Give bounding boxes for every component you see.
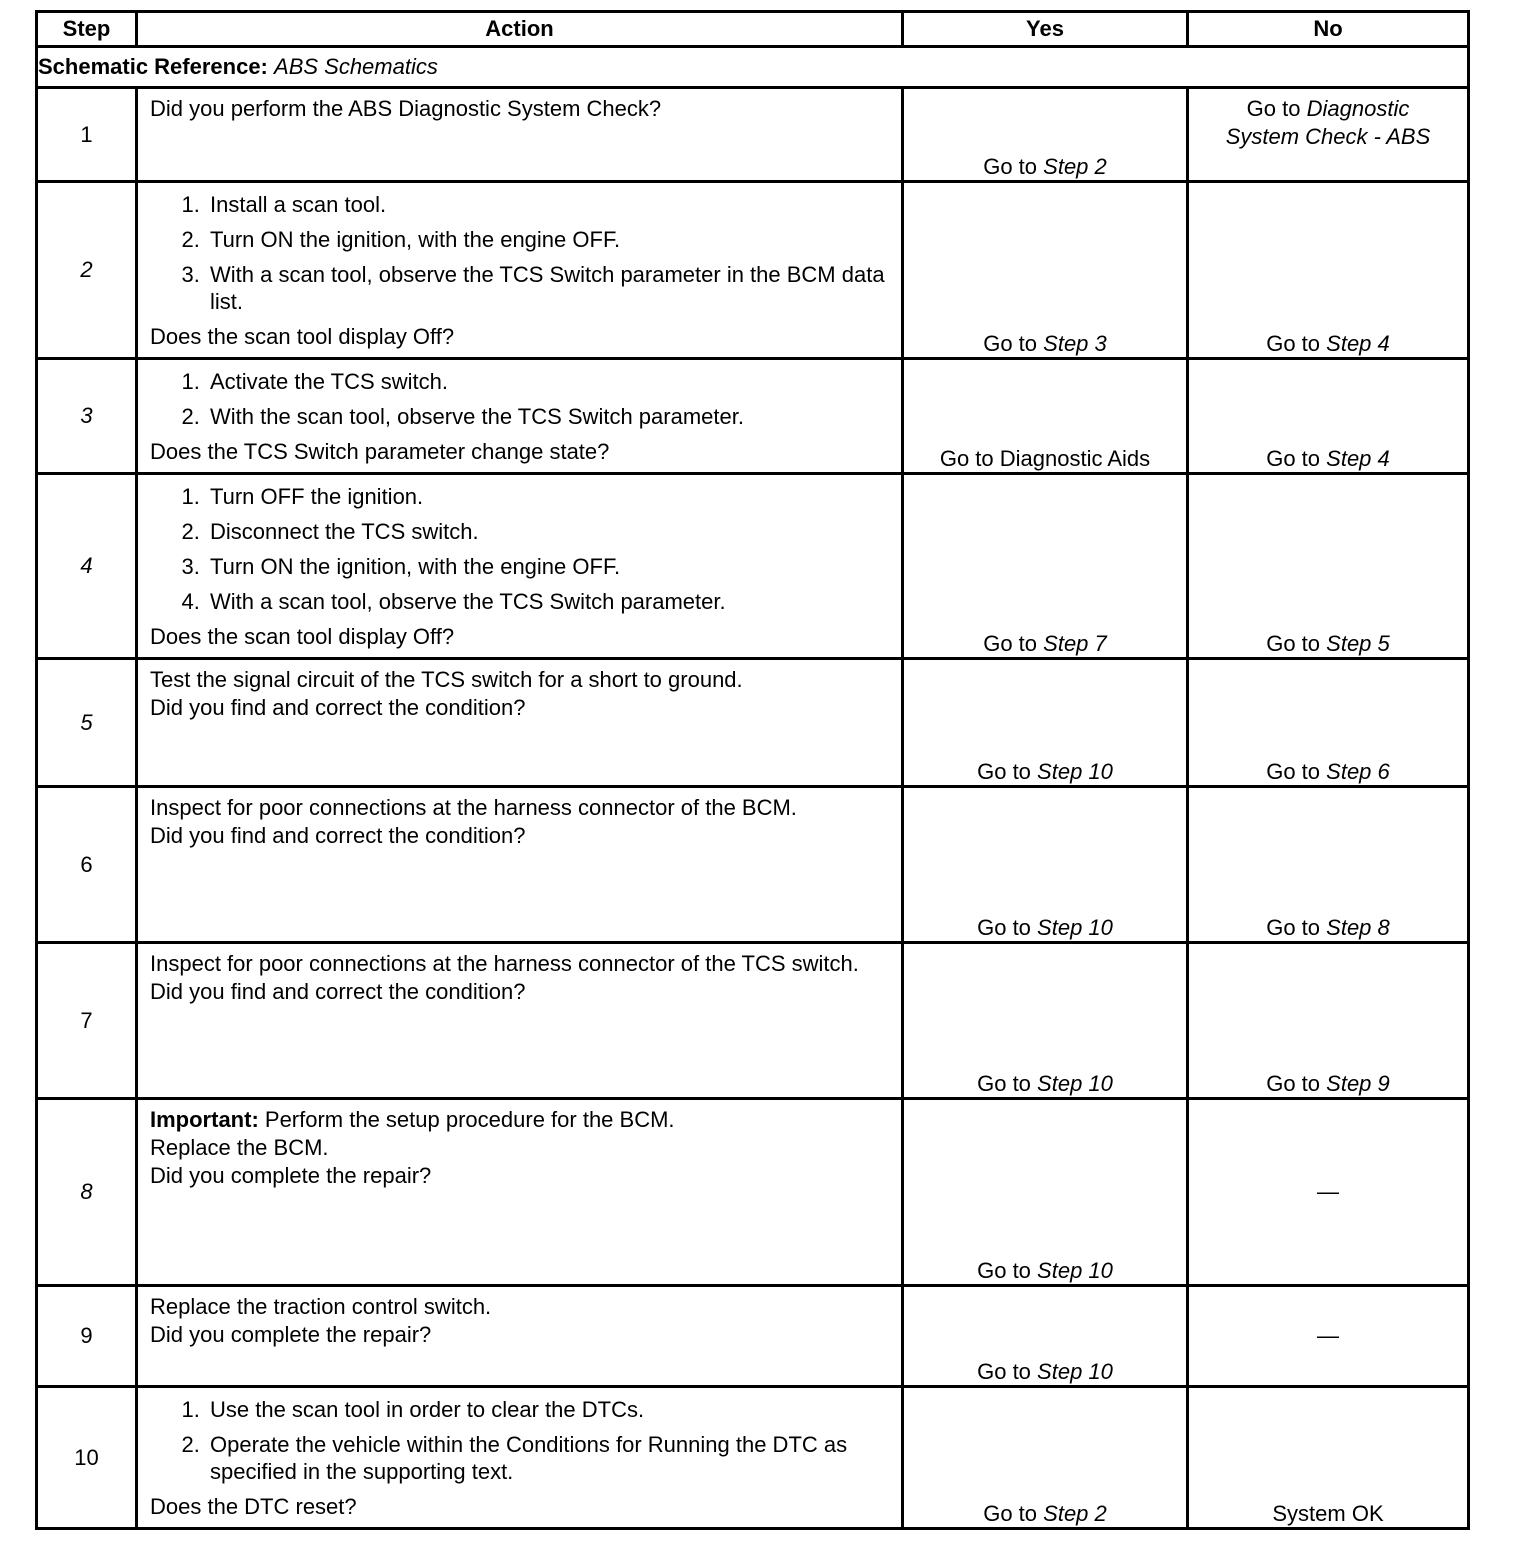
step-number: 10 <box>37 1387 137 1529</box>
go-to-label: Go to <box>1266 915 1321 940</box>
header-yes: Yes <box>903 12 1188 47</box>
go-to-label: Go to <box>977 759 1031 784</box>
step-number: 4 <box>37 474 137 659</box>
no-cell <box>1188 182 1469 359</box>
go-to-label: Go to <box>977 1258 1031 1283</box>
no-step-link[interactable]: Step 5 <box>1326 631 1390 656</box>
list-item: 2. Operate the vehicle within the Conditions for Running the DTC as specified in the supporting text. <box>206 1431 887 1485</box>
yes-cell <box>903 1099 1188 1286</box>
table-row <box>37 787 1469 943</box>
action-question: Did you find and correct the condition? <box>150 823 526 848</box>
schematic-reference <box>37 47 1469 88</box>
action-question: Did you find and correct the condition? <box>150 979 526 1004</box>
table-row <box>37 359 1469 474</box>
action-text: Replace the BCM. <box>150 1135 329 1160</box>
action-cell <box>137 359 903 474</box>
yes-step-link[interactable]: Step 10 <box>1037 1071 1113 1096</box>
table-row <box>37 182 1469 359</box>
action-cell <box>137 787 903 943</box>
action-list <box>150 368 887 438</box>
action-question: Does the scan tool display Off? <box>150 324 455 349</box>
list-item: 3. With a scan tool, observe the TCS Switch parameter in the BCM data list. <box>206 261 887 315</box>
list-item: 1. Turn OFF the ignition. <box>206 483 887 510</box>
go-to-label: Go to <box>1266 446 1321 471</box>
go-to-label: Go to <box>1266 331 1321 356</box>
action-cell <box>137 182 903 359</box>
no-step-link[interactable]: Diagnostic <box>1306 96 1410 121</box>
go-to-label: Go to <box>977 1071 1031 1096</box>
action-cell <box>137 474 903 659</box>
action-text: Inspect for poor connections at the harness connector of the BCM. <box>150 795 797 820</box>
action-cell <box>137 1286 903 1387</box>
action-cell <box>137 1387 903 1529</box>
no-cell <box>1188 474 1469 659</box>
go-to-label: Go to <box>977 1359 1031 1384</box>
action-text: Did you perform the ABS Diagnostic System Check? <box>150 96 662 121</box>
yes-cell <box>903 943 1188 1099</box>
table-row <box>37 1387 1469 1529</box>
go-to-label: Go to <box>1266 631 1321 656</box>
yes-cell <box>903 359 1188 474</box>
yes-step-link[interactable]: Step 2 <box>1043 1501 1107 1526</box>
yes-cell <box>903 1286 1188 1387</box>
action-text: Replace the traction control switch. <box>150 1294 492 1319</box>
yes-cell <box>903 787 1188 943</box>
list-item: 1. Install a scan tool. <box>206 191 887 218</box>
action-question: Did you find and correct the condition? <box>150 695 526 720</box>
no-dash: — <box>1317 1323 1339 1348</box>
table-row <box>37 88 1469 182</box>
action-list <box>150 1396 887 1493</box>
action-question: Does the TCS Switch parameter change state? <box>150 439 610 464</box>
schematic-reference-link[interactable]: ABS Schematics <box>274 54 438 79</box>
header-action: Action <box>137 12 903 47</box>
schematic-reference-label: Schematic Reference: <box>38 54 268 79</box>
table-row <box>37 943 1469 1099</box>
no-cell <box>1188 359 1469 474</box>
header-no: No <box>1188 12 1469 47</box>
action-cell <box>137 943 903 1099</box>
important-text: Perform the setup procedure for the BCM. <box>264 1107 675 1132</box>
action-text: Inspect for poor connections at the harness connector of the TCS switch. <box>150 951 859 976</box>
yes-cell <box>903 1387 1188 1529</box>
step-number: 1 <box>37 88 137 182</box>
step-number: 5 <box>37 659 137 787</box>
no-cell <box>1188 787 1469 943</box>
action-cell <box>137 1099 903 1286</box>
step-number: 8 <box>37 1099 137 1286</box>
yes-cell <box>903 182 1188 359</box>
no-cell <box>1188 1286 1469 1387</box>
action-cell <box>137 659 903 787</box>
list-item: 3. Turn ON the ignition, with the engine OFF. <box>206 553 887 580</box>
no-cell <box>1188 88 1469 182</box>
yes-step-link[interactable]: Step 10 <box>1037 1359 1113 1384</box>
header-row <box>37 12 1469 47</box>
no-cell <box>1188 1387 1469 1529</box>
action-list <box>150 483 887 623</box>
list-item: 2. With the scan tool, observe the TCS Switch parameter. <box>206 403 887 430</box>
no-cell <box>1188 659 1469 787</box>
list-item: 2. Turn ON the ignition, with the engine OFF. <box>206 226 887 253</box>
go-to-label: Go to <box>983 331 1038 356</box>
table-row <box>37 659 1469 787</box>
no-step-link[interactable]: Step 4 <box>1326 446 1390 471</box>
yes-step-link[interactable]: Step 7 <box>1043 631 1107 656</box>
system-ok-text: System OK <box>1272 1501 1384 1526</box>
no-dash: — <box>1317 1179 1339 1204</box>
no-step-link[interactable]: System Check - ABS <box>1225 124 1431 149</box>
list-item: 1. Activate the TCS switch. <box>206 368 887 395</box>
action-question: Does the DTC reset? <box>150 1494 357 1519</box>
header-step: Step <box>37 12 137 47</box>
yes-step-link[interactable]: Step 10 <box>1037 759 1113 784</box>
go-to-label: Go to <box>983 631 1038 656</box>
table-row <box>37 1286 1469 1387</box>
important-label: Important: <box>150 1107 259 1132</box>
no-step-link[interactable]: Step 8 <box>1326 915 1390 940</box>
step-number: 3 <box>37 359 137 474</box>
list-item: 4. With a scan tool, observe the TCS Switch parameter. <box>206 588 887 615</box>
yes-step-link[interactable]: Step 10 <box>1037 1258 1113 1283</box>
step-number: 6 <box>37 787 137 943</box>
no-step-link[interactable]: Step 9 <box>1326 1071 1390 1096</box>
action-list <box>150 191 887 323</box>
go-to-label: Go to <box>983 1501 1038 1526</box>
go-to-label: Go to <box>1266 759 1321 784</box>
go-to-label: Go to <box>977 915 1031 940</box>
diagnostic-table <box>35 10 1470 1530</box>
action-cell <box>137 88 903 182</box>
list-item: 2. Disconnect the TCS switch. <box>206 518 887 545</box>
go-to-label: Go to <box>1266 1071 1321 1096</box>
go-to-label: Go to <box>983 154 1038 179</box>
yes-cell <box>903 659 1188 787</box>
yes-cell <box>903 474 1188 659</box>
no-cell <box>1188 1099 1469 1286</box>
action-question: Did you complete the repair? <box>150 1163 432 1188</box>
yes-step-link[interactable]: Step 10 <box>1037 915 1113 940</box>
yes-cell <box>903 88 1188 182</box>
no-cell <box>1188 943 1469 1099</box>
schematic-reference-row <box>37 47 1469 88</box>
step-number: 9 <box>37 1286 137 1387</box>
step-number: 2 <box>37 182 137 359</box>
yes-step-link[interactable]: Step 3 <box>1043 331 1107 356</box>
no-step-link[interactable]: Step 4 <box>1326 331 1390 356</box>
table-row <box>37 1099 1469 1286</box>
step-number: 7 <box>37 943 137 1099</box>
table-row <box>37 474 1469 659</box>
yes-link[interactable]: Go to Diagnostic Aids <box>939 446 1151 471</box>
list-item: 1. Use the scan tool in order to clear the DTCs. <box>206 1396 887 1423</box>
yes-step-link[interactable]: Step 2 <box>1043 154 1107 179</box>
action-text: Test the signal circuit of the TCS switch for a short to ground. <box>150 667 743 692</box>
no-step-link[interactable]: Step 6 <box>1326 759 1390 784</box>
go-to-label: Go to <box>1246 96 1301 121</box>
important-note <box>150 1106 887 1134</box>
action-question: Does the scan tool display Off? <box>150 624 455 649</box>
action-question: Did you complete the repair? <box>150 1322 432 1347</box>
